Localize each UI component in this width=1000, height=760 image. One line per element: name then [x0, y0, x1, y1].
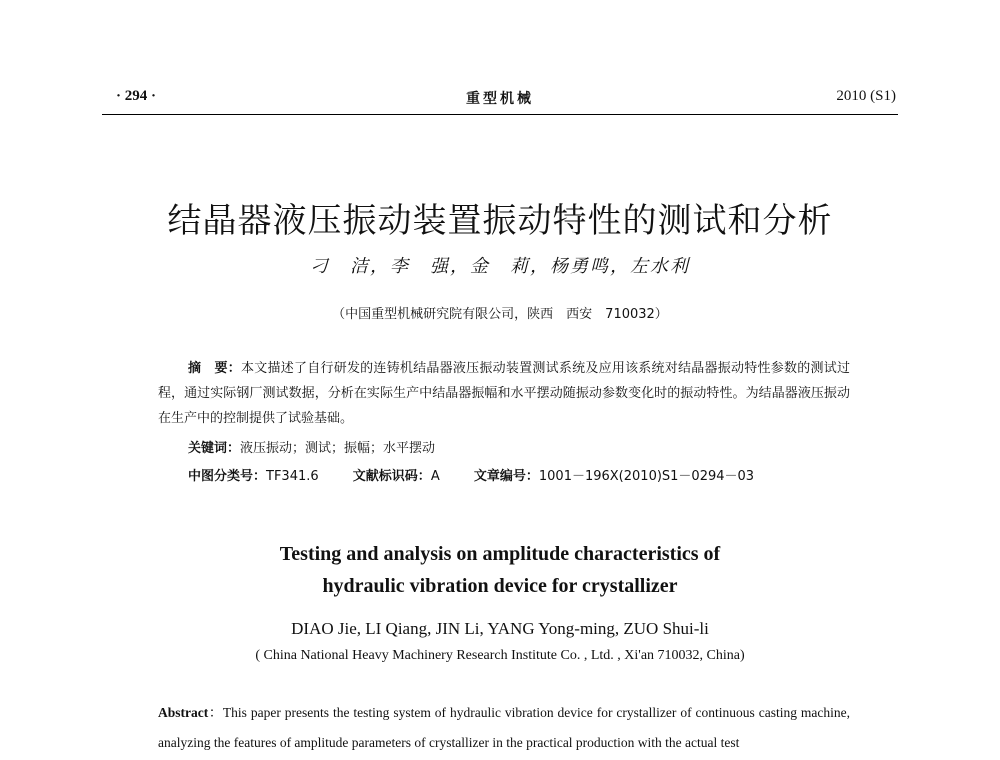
- keywords-text: 液压振动；测试；振幅；水平摆动: [240, 441, 436, 456]
- abstract-chinese-text: 本文描述了自行研发的连铸机结晶器液压振动装置测试系统及应用该系统对结晶器振动特性参数的测试过程，通过实际钢厂测试数据，分析在实际生产中结晶器振幅和水平摆动随振动参数变化时的振动特性。为结晶器液压振动在生产中的控制提供了试验基础。: [158, 361, 850, 426]
- classification-line: [188, 465, 784, 484]
- abstract-english: [158, 698, 850, 758]
- article-number-value: 1001－196X(2010)S1－0294－03: [538, 469, 755, 484]
- clc-value: TF341.6: [266, 469, 319, 484]
- abstract-english-label: Abstract: [158, 705, 209, 720]
- document-code: [353, 465, 440, 484]
- clc-label: 中图分类号：: [188, 469, 267, 484]
- title-english-line-2: hydraulic vibration device for crystallizer: [322, 575, 678, 597]
- paper-title-english: [0, 538, 1000, 602]
- running-header: [102, 88, 898, 115]
- affiliation-english: ( China National Heavy Machinery Research Institute Co. , Ltd. , Xi'an 710032, China): [255, 648, 745, 663]
- clc-number: [188, 465, 319, 484]
- article-number-label: 文章编号：: [473, 469, 539, 484]
- authors-english: DIAO Jie, LI Qiang, JIN Li, YANG Yong-ming, ZUO Shui-li: [291, 619, 709, 638]
- abstract-chinese-label: 摘 要：: [188, 361, 241, 376]
- paper-title-chinese: 结晶器液压振动装置振动特性的测试和分析: [167, 200, 833, 241]
- keywords-chinese: [188, 437, 435, 456]
- authors-chinese: 刁 洁，李 强，金 莉，杨勇鸣，左水利: [310, 256, 690, 277]
- article-number: [474, 465, 754, 484]
- document-code-label: 文献标识码：: [352, 469, 431, 484]
- abstract-chinese: [158, 356, 850, 431]
- abstract-english-separator: ：: [208, 705, 223, 720]
- keywords-label: 关键词：: [188, 441, 241, 456]
- journal-name: 重型机械: [466, 91, 534, 107]
- affiliation-chinese: （中国重型机械研究院有限公司，陕西 西安 710032）: [332, 307, 668, 322]
- document-code-value: A: [430, 469, 440, 484]
- abstract-english-text: This paper presents the testing system of hydraulic vibration device for crystallizer of continuous casting machine, analyzing the features of amplitude parameters of crystallizer in the practical production with the actual test: [158, 705, 850, 750]
- page-number: · 294 ·: [116, 88, 157, 104]
- title-english-line-1: Testing and analysis on amplitude characteristics of: [279, 543, 721, 565]
- issue-number: 2010 (S1): [836, 88, 896, 104]
